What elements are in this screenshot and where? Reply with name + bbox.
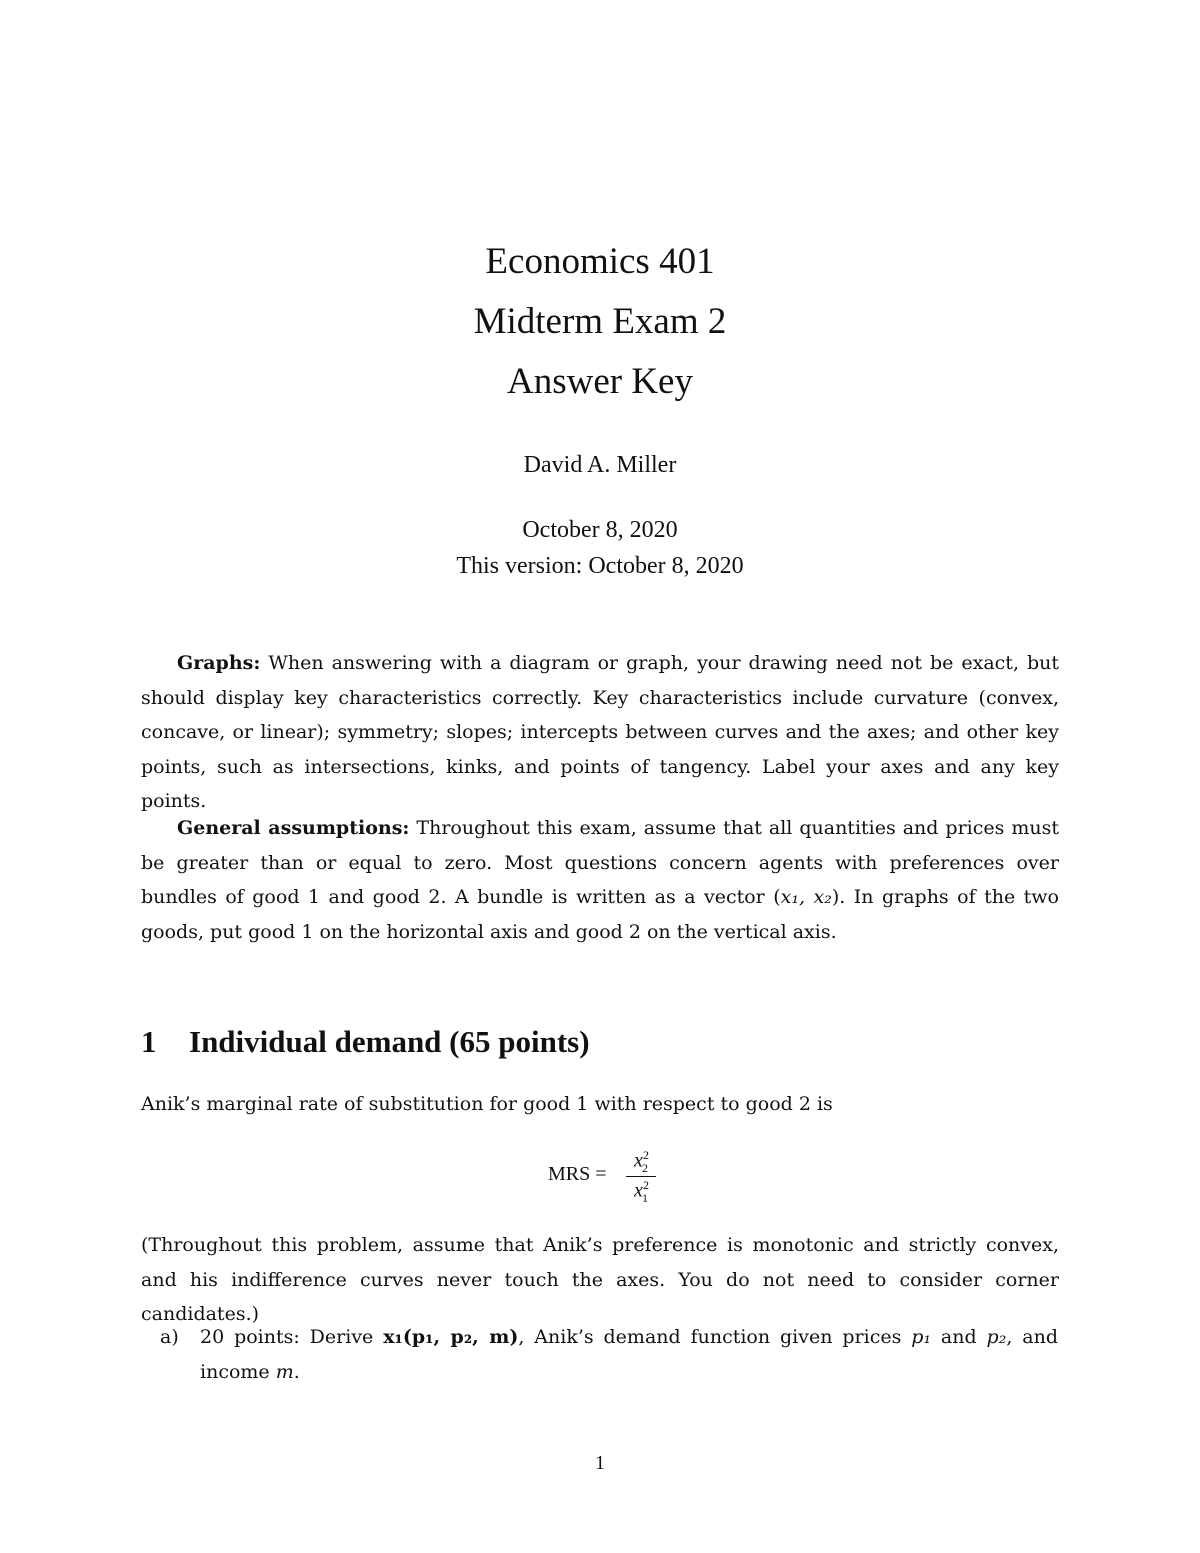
page-number: 1 <box>595 1452 605 1474</box>
author: David A. Miller <box>523 452 677 478</box>
section-heading <box>141 1022 590 1062</box>
mrs-equation <box>0 1146 1200 1206</box>
bundle-vector: x₁, x₂ <box>780 886 832 908</box>
date: October 8, 2020 <box>522 517 678 543</box>
item-body: 20 points: Derive x₁(p₁, p₂, m), Anik’s demand function given prices p₁ and p₂, and income m. <box>200 1326 1058 1383</box>
assumptions-label: General assumptions: <box>177 817 410 839</box>
course-title: Economics 401 <box>485 241 715 282</box>
demand-function: x₁(p₁, p₂, m) <box>383 1326 519 1348</box>
item-marker: a) <box>160 1326 179 1348</box>
exam-title: Midterm Exam 2 <box>473 301 727 342</box>
assumptions-text-1: Throughout this exam, assume that all quantities and prices must be greater than or equal to zero. Most questions concern agents with preferences over bundles of good 1 and good 2. A bundle is written as a vector ( <box>141 817 1059 908</box>
equation-numerator: $x^2_2$ <box>634 1148 649 1175</box>
doc-type-title: Answer Key <box>507 361 693 402</box>
general-assumptions <box>141 811 1059 949</box>
problem-note: (Throughout this problem, assume that Anik’s preference is monotonic and strictly convex, and his indifference curves never touch the axes. You do not need to consider corner candidates.) <box>141 1234 1059 1325</box>
section-intro: Anik’s marginal rate of substitution for good 1 with respect to good 2 is <box>141 1093 833 1115</box>
equation-denominator: $x^2_1$ <box>634 1178 649 1205</box>
section-number: 1 <box>141 1024 157 1059</box>
equation-fraction <box>626 1146 656 1206</box>
graphs-label: Graphs: <box>177 652 261 674</box>
equation-lhs: MRS = <box>548 1163 607 1185</box>
version-date: This version: October 8, 2020 <box>456 553 744 579</box>
graphs-text: When answering with a diagram or graph, your drawing need not be exact, but should display key characteristics correctly. Key characteristics include curvature (convex, concave, or linear); symmetry; slopes; intercepts between curves and the axes; and other key points, such as intersections, kinks, and points of tangency. Label your axes and any key points. <box>141 652 1059 812</box>
graphs-instructions <box>141 646 1059 819</box>
assumptions-text-2: ). In graphs of the two goods, put good 1 on the horizontal axis and good 2 on the vertical axis. <box>141 886 1059 943</box>
section-title: Individual demand (65 points) <box>189 1024 590 1059</box>
